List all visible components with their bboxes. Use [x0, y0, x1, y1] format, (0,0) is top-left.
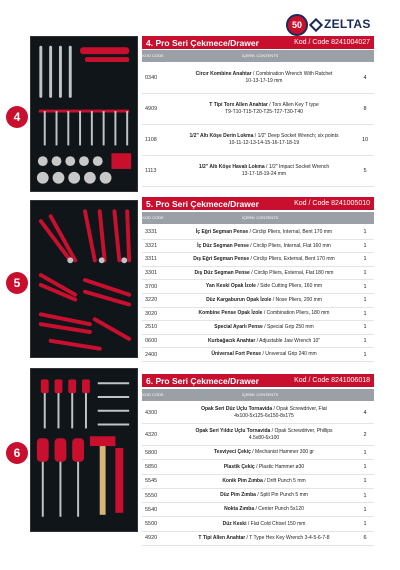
column-contents: İÇERİK CONTENTS: [241, 214, 279, 220]
table-row: [142, 475, 374, 489]
brand-logo: [286, 14, 372, 36]
table-row: [142, 517, 374, 531]
section-6-header: [142, 374, 374, 387]
row-qty: 1: [363, 297, 367, 304]
row-desc: Tesviyeci Çekiç / Mechanist Hammer 300 gr: [214, 449, 314, 456]
section-6-column-header: [142, 389, 374, 401]
row-qty: 5: [363, 168, 367, 174]
row-qty: 6: [363, 535, 367, 542]
row-desc: Düz Keski / Flat Cold Chisel 150 mm: [222, 520, 306, 527]
row-desc: Üniversal Fort Pense / Unıversal Grip 240 mm: [211, 351, 317, 358]
table-row: [142, 226, 374, 240]
row-desc: Nokta Zımba / Center Punch 5x120: [224, 506, 304, 513]
logo-mark-icon: [309, 18, 323, 32]
row-code: 5545: [145, 478, 158, 485]
row-code: 4909: [145, 106, 158, 112]
row-code: 1108: [145, 137, 157, 143]
table-row: [142, 402, 374, 424]
row-qty: 1: [363, 506, 367, 513]
table-row: [142, 156, 374, 187]
drawer-6-photo: [30, 368, 138, 532]
row-code: 5800: [145, 449, 158, 456]
row-desc: Kombine Pense Opak İzole / Combination Pliers, 180 mm: [198, 310, 330, 317]
table-row: [142, 503, 374, 517]
column-contents: İÇERİK CONTENTS: [241, 52, 279, 58]
row-qty: 1: [363, 229, 367, 236]
table-row: [142, 280, 374, 294]
row-code: 0340: [145, 75, 158, 81]
anniversary-badge: 50: [286, 14, 308, 36]
row-code: 3220: [145, 297, 158, 304]
row-qty: 1: [363, 256, 367, 263]
table-row: [142, 424, 374, 446]
table-row: [142, 308, 374, 322]
section-5-title: 5. Pro Seri Çekmece/Drawer: [146, 198, 259, 209]
row-desc: T Tipi Torx Allen Anahtar / Torx Allen Key T type T9-T10-T15-T20-T25-T27-T30-T40: [209, 102, 319, 115]
row-desc: T Tipi Allen Anahtar / T Type Hex Key Wrench 3-4-5-6-7-8: [198, 535, 330, 542]
row-desc: 1/2" Altı Köşe Havalı Lokma / 1/2" Impact Socket Wrench 13-17-18-19-24 mm: [198, 164, 330, 177]
row-code: 3301: [145, 270, 158, 277]
row-code: 4300: [145, 409, 158, 416]
table-row: [142, 125, 374, 156]
table-row: [142, 94, 374, 125]
row-code: 5500: [145, 521, 158, 528]
drawer-5-illustration: [31, 201, 137, 357]
section-number-6: 6: [6, 442, 28, 464]
section-4-table: [142, 63, 374, 187]
row-desc: Dış Düz Segman Pense / Circlip Pliers, External, Flat 180 mm: [194, 269, 334, 276]
row-desc: Opak Seri Yıldız Uçlu Tornavida / Opak Screwdriver, Phillips 4.5x80-6x100: [195, 427, 333, 441]
section-number-5: 5: [6, 272, 28, 294]
row-desc: Opak Seri Düz Uçlu Tornavida / Opak Screwdriver, Flat 4x100-5x125-6x150-8x175: [201, 405, 327, 419]
row-code: 3020: [145, 310, 158, 317]
column-code: KOD CODE: [142, 52, 164, 58]
drawer-5-photo: [30, 200, 138, 358]
row-desc: Yan Keski Opak İzole / Side Cutting Pliers, 160 mm: [205, 283, 323, 290]
section-6-code: Kod / Code 8241006018: [294, 377, 370, 384]
section-5-header: [142, 197, 374, 210]
section-number-4: 4: [6, 106, 28, 128]
row-qty: 8: [363, 106, 367, 112]
row-code: 1113: [145, 168, 157, 174]
row-qty: 1: [363, 324, 367, 331]
drawer-4-illustration: [31, 37, 137, 191]
drawer-4-photo: [30, 36, 138, 192]
row-qty: 1: [363, 492, 367, 499]
section-5-code: Kod / Code 8241005010: [294, 200, 370, 207]
row-qty: 2: [363, 431, 367, 438]
table-row: [142, 446, 374, 460]
row-qty: 10: [361, 137, 369, 143]
section-4-title: 4. Pro Seri Çekmece/Drawer: [146, 37, 259, 48]
row-desc: Special Ayarlı Pense / Special Grip 250 mm: [214, 324, 314, 331]
row-code: 4920: [145, 535, 158, 542]
row-code: 4320: [145, 431, 158, 438]
section-6-title: 6. Pro Seri Çekmece/Drawer: [146, 375, 259, 386]
row-desc: Konik Pim Zımba / Drift Punch 5 mm: [222, 477, 306, 484]
table-row: [142, 294, 374, 308]
row-qty: 1: [363, 338, 367, 345]
row-desc: Kurbağacık Anahtar / Adjustable Jaw Wrench 10": [207, 337, 321, 344]
table-row: [142, 63, 374, 94]
row-qty: 1: [363, 449, 367, 456]
row-desc: Circır Kombine Anahtar / Combination Wrench With Ratchet 10-13-17-19 mm: [195, 71, 333, 84]
table-row: [142, 460, 374, 474]
drawer-6-illustration: [31, 369, 137, 531]
row-desc: 1/2" Altı Köşe Derin Lokma / 1/2" Deep Socket Wrench; six points 10-11-12-13-14-15-16-17-18-19: [189, 133, 339, 146]
table-row: [142, 240, 374, 254]
row-code: 0600: [145, 338, 158, 345]
row-code: 3331: [145, 229, 158, 236]
brand-name: ZELTAS: [324, 17, 371, 31]
row-code: 3311: [145, 256, 157, 263]
row-qty: 1: [363, 463, 367, 470]
row-desc: İç Düz Segman Pense / Circlip Pliers, Internal, Flat 160 mm: [197, 242, 331, 249]
section-5-table: [142, 226, 374, 362]
section-4-column-header: [142, 50, 374, 62]
row-desc: Düz Pim Zımba / Split Pin Punch 5 mm: [220, 492, 308, 499]
table-row: [142, 267, 374, 281]
row-desc: Dış Eğri Segman Pense / Circlip Pliers, External, Bent 170 mm: [193, 256, 335, 263]
row-qty: 1: [363, 283, 367, 290]
column-code: KOD CODE: [142, 214, 164, 220]
section-4-code: Kod / Code 8241004027: [294, 39, 370, 46]
table-row: [142, 321, 374, 335]
row-qty: 1: [363, 242, 367, 249]
table-row: [142, 335, 374, 349]
section-5-column-header: [142, 212, 374, 224]
row-qty: 1: [363, 478, 367, 485]
row-qty: 4: [363, 409, 367, 416]
row-code: 2400: [145, 351, 158, 358]
section-4-header: [142, 36, 374, 49]
row-code: 3321: [145, 242, 158, 249]
row-code: 2510: [145, 324, 158, 331]
row-code: 5850: [145, 463, 158, 470]
row-desc: İç Eğri Segman Pense / Circlip Pliers, Internal, Bent 170 mm: [195, 228, 333, 235]
column-contents: İÇERİK CONTENTS: [241, 391, 279, 397]
table-row: [142, 489, 374, 503]
row-qty: 1: [363, 310, 367, 317]
table-row: [142, 532, 374, 546]
row-qty: 1: [363, 270, 367, 277]
table-row: [142, 253, 374, 267]
row-code: 5550: [145, 492, 158, 499]
row-qty: 1: [363, 521, 367, 528]
row-desc: Düz Kargaburun Opak İzole / Nose Pliers, 200 mm: [206, 296, 322, 303]
column-code: KOD CODE: [142, 391, 164, 397]
row-desc: Plastik Çekiç / Plastic Hammer ø30: [223, 463, 305, 470]
row-qty: 4: [363, 75, 367, 81]
row-code: 3700: [145, 283, 158, 290]
table-row: [142, 348, 374, 362]
row-code: 5540: [145, 506, 158, 513]
section-6-table: [142, 402, 374, 546]
row-qty: 1: [363, 351, 367, 358]
